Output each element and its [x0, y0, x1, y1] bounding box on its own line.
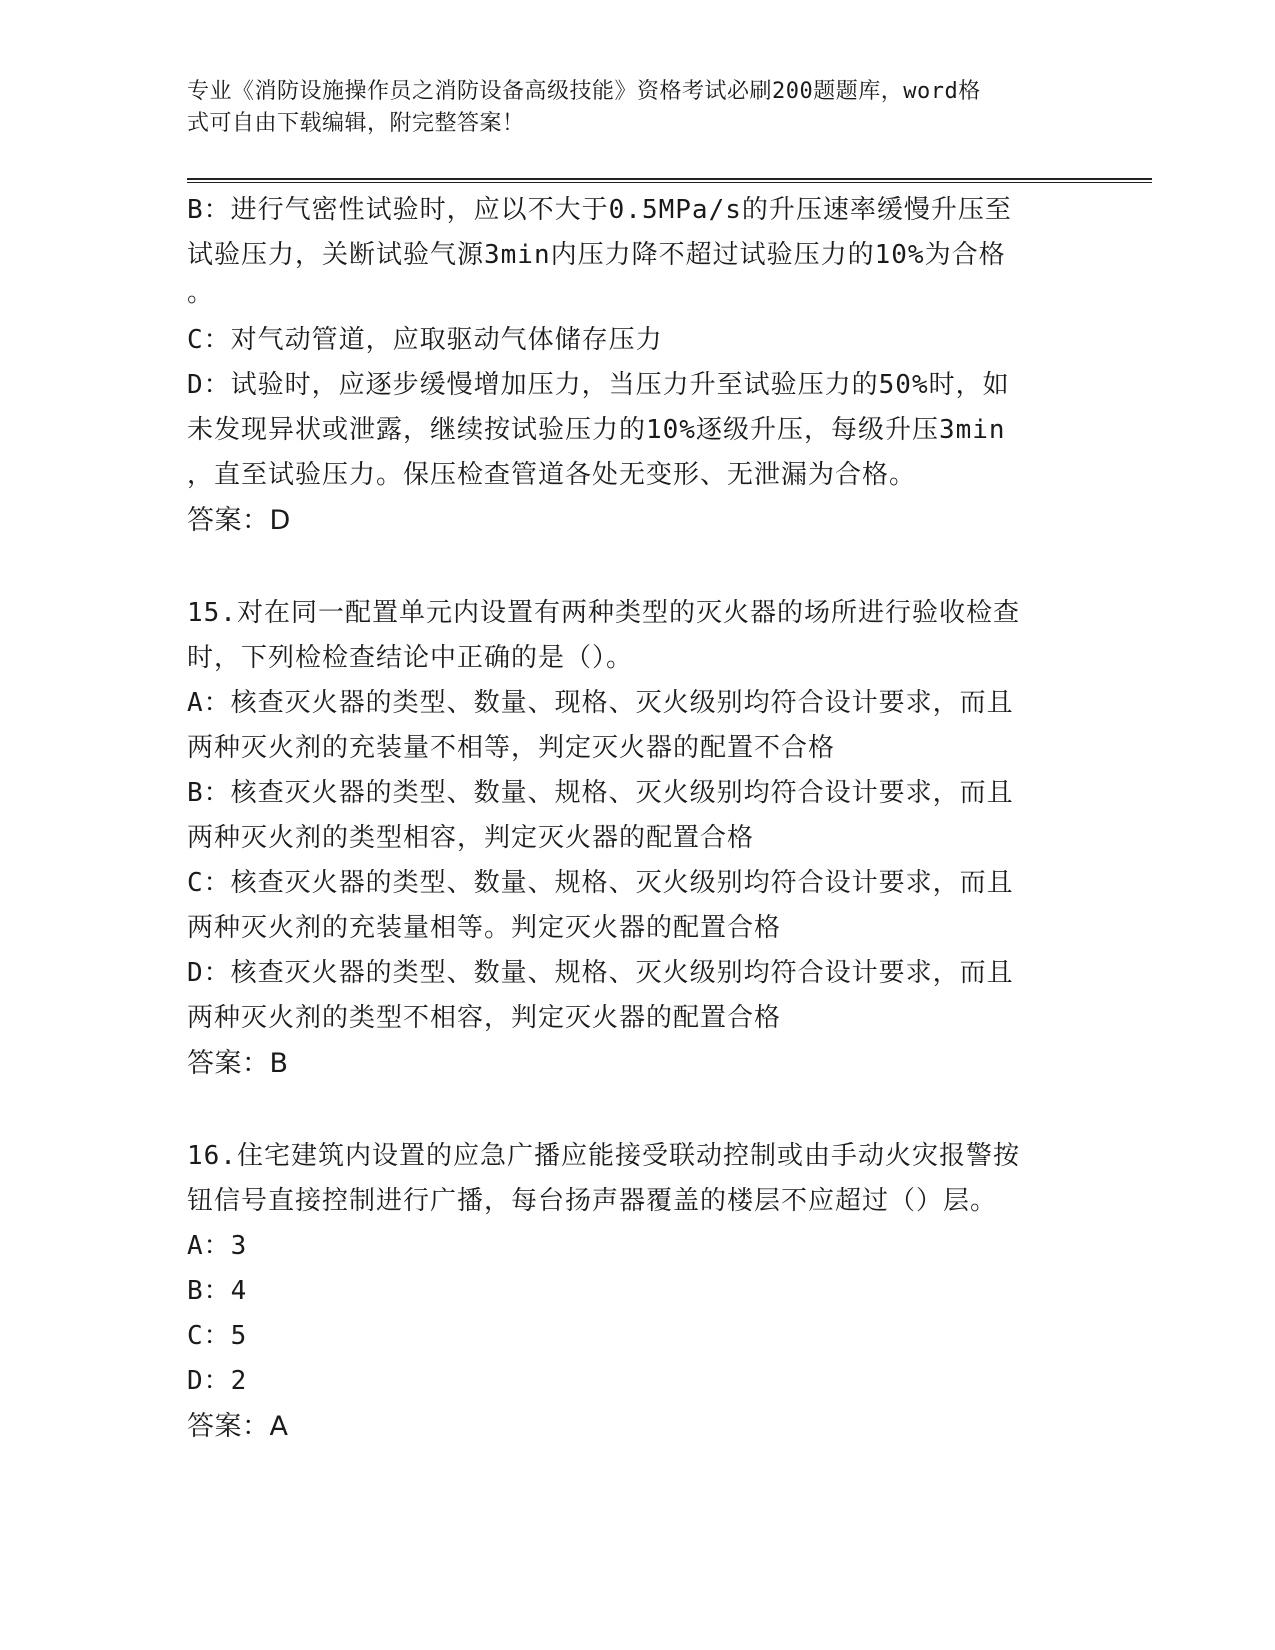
- question-stem-line2: 钮信号直接控制进行广播，每台扬声器覆盖的楼层不应超过（）层。: [187, 1186, 998, 1216]
- question-16: [187, 1134, 1087, 1449]
- option-d-line2: 两种灭火剂的类型不相容，判定灭火器的配置合格: [187, 1003, 782, 1033]
- question-15: [187, 591, 1087, 1086]
- answer-16: 答案：A: [187, 1411, 289, 1442]
- question-stem-line1: 16.住宅建筑内设置的应急广播应能接受联动控制或由手动火灾报警按: [187, 1141, 1020, 1171]
- option-a-line1: A：核查灭火器的类型、数量、现格、灭火级别均符合设计要求，而且: [187, 688, 1014, 718]
- option-d-line1: D：试验时，应逐步缓慢增加压力，当压力升至试验压力的50%时，如: [187, 370, 1010, 400]
- option-d-line1: D：核查灭火器的类型、数量、规格、灭火级别均符合设计要求，而且: [187, 958, 1014, 988]
- option-a-line2: 两种灭火剂的充装量不相等，判定灭火器的配置不合格: [187, 733, 836, 763]
- question-content: [187, 188, 1087, 1449]
- option-b-line3: 。: [187, 278, 215, 308]
- option-b: B：4: [187, 1276, 248, 1306]
- header-divider: [187, 178, 1152, 183]
- header-title-line2: 式可自由下载编辑，附完整答案！: [187, 111, 525, 136]
- question-spacer: [187, 543, 1087, 591]
- option-d-line2: 未发现异状或泄露，继续按试验压力的10%逐级升压，每级升压3min: [187, 415, 1006, 445]
- answer-14: 答案：D: [187, 505, 291, 536]
- option-d-line3: ，直至试验压力。保压检查管道各处无变形、无泄漏为合格。: [187, 460, 917, 490]
- header-title-line1: 专业《消防设施操作员之消防设备高级技能》资格考试必刷200题题库，word格: [187, 79, 981, 104]
- option-b-line2: 两种灭火剂的类型相容，判定灭火器的配置合格: [187, 823, 755, 853]
- option-c-line2: 两种灭火剂的充装量相等。判定灭火器的配置合格: [187, 913, 782, 943]
- page-header: [187, 76, 1067, 140]
- option-c-line1: C：核查灭火器的类型、数量、规格、灭火级别均符合设计要求，而且: [187, 868, 1014, 898]
- question-14-continued: [187, 188, 1087, 543]
- answer-15: 答案：B: [187, 1048, 289, 1079]
- option-b-line2: 试验压力，关断试验气源3min内压力降不超过试验压力的10%为合格: [187, 240, 1006, 270]
- question-stem-line1: 15.对在同一配置单元内设置有两种类型的灭火器的场所进行验收检查: [187, 598, 1020, 628]
- option-b-line1: B：进行气密性试验时，应以不大于0.5MPa/s的升压速率缓慢升压至: [187, 195, 1012, 225]
- option-b-line1: B：核查灭火器的类型、数量、规格、灭火级别均符合设计要求，而且: [187, 778, 1014, 808]
- question-spacer: [187, 1086, 1087, 1134]
- option-d: D：2: [187, 1366, 248, 1396]
- option-c: C：5: [187, 1321, 248, 1351]
- question-stem-line2: 时，下列检检查结论中正确的是（）。: [187, 643, 634, 673]
- option-c: C：对气动管道，应取驱动气体储存压力: [187, 325, 663, 355]
- option-a: A：3: [187, 1231, 248, 1261]
